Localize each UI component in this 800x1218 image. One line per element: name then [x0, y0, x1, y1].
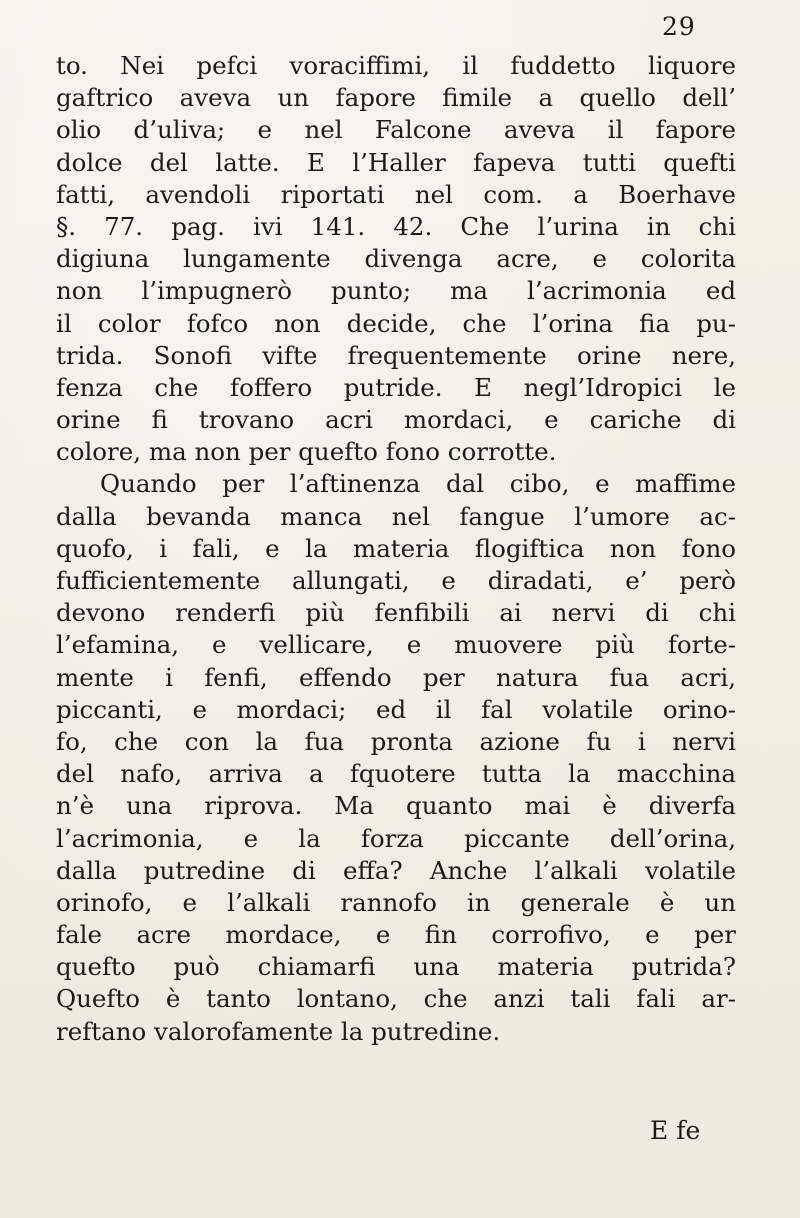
page-number: 29	[662, 12, 696, 41]
text-line: dalla bevanda manca nel fangue l’umore ac-	[56, 501, 736, 531]
text-line: fenza che foffero putride. E negl’Idropici le	[56, 372, 736, 402]
text-line: Quando per l’aftinenza dal cibo, e maffime	[100, 469, 736, 499]
text-line: quofo, i fali, e la materia flogiftica non fono	[56, 533, 736, 563]
text-line: il color fofco non decide, che l’orina fia pu-	[56, 308, 736, 338]
text-line: fo, che con la fua pronta azione fu i nervi	[56, 726, 736, 756]
catchword: E fe	[650, 1116, 701, 1145]
text-line: digiuna lungamente divenga acre, e colorita	[56, 244, 736, 274]
text-line: devono renderfi più fenfibili ai nervi di chi	[56, 598, 736, 628]
text-line: colore, ma non per quefto fono corrotte.	[56, 437, 557, 467]
text-line: l’acrimonia, e la forza piccante dell’orina,	[56, 823, 736, 853]
body-text	[56, 50, 736, 1048]
text-line: dalla putredine di effa? Anche l’alkali volatile	[56, 855, 736, 885]
text-line: dolce del latte. E l’Haller fapeva tutti quefti	[56, 147, 736, 177]
text-line: fufficientemente allungati, e diradati, e’ però	[56, 566, 736, 595]
text-line: §. 77. pag. ivi 141. 42. Che l’urina in chi	[56, 211, 736, 241]
text-line: quefto può chiamarfi una materia putrida?	[56, 952, 736, 982]
text-line: n’è una riprova. Ma quanto mai è diverfa	[56, 791, 736, 821]
text-line: piccanti, e mordaci; ed il fal volatile orino-	[56, 694, 736, 724]
text-line: trida. Sonofi vifte frequentemente orine nere,	[56, 340, 736, 370]
text-line: orine fi trovano acri mordaci, e cariche di	[56, 405, 736, 435]
text-line: olio d’uliva; e nel Falcone aveva il fapore	[56, 115, 736, 145]
text-line: del nafo, arriva a fquotere tutta la macchina	[56, 759, 736, 789]
text-line: fale acre mordace, e fin corrofivo, e per	[56, 920, 736, 950]
text-line: gaftrico aveva un fapore fimile a quello dell’	[56, 83, 736, 113]
text-line: l’efamina, e vellicare, e muovere più forte-	[56, 630, 736, 660]
text-line: fatti, avendoli riportati nel com. a Boerhave	[56, 179, 736, 209]
text-line: reftano valorofamente la putredine.	[56, 1016, 501, 1046]
text-line: Quefto è tanto lontano, che anzi tali fali ar-	[56, 984, 736, 1014]
text-line: non l’impugnerò punto; ma l’acrimonia ed	[56, 276, 736, 306]
text-line: mente i fenfi, effendo per natura fua acri,	[56, 662, 736, 692]
text-line: to. Nei pefci voraciffimi, il fuddetto liquore	[56, 51, 736, 80]
text-line: orinofo, e l’alkali rannofo in generale è un	[56, 887, 736, 917]
